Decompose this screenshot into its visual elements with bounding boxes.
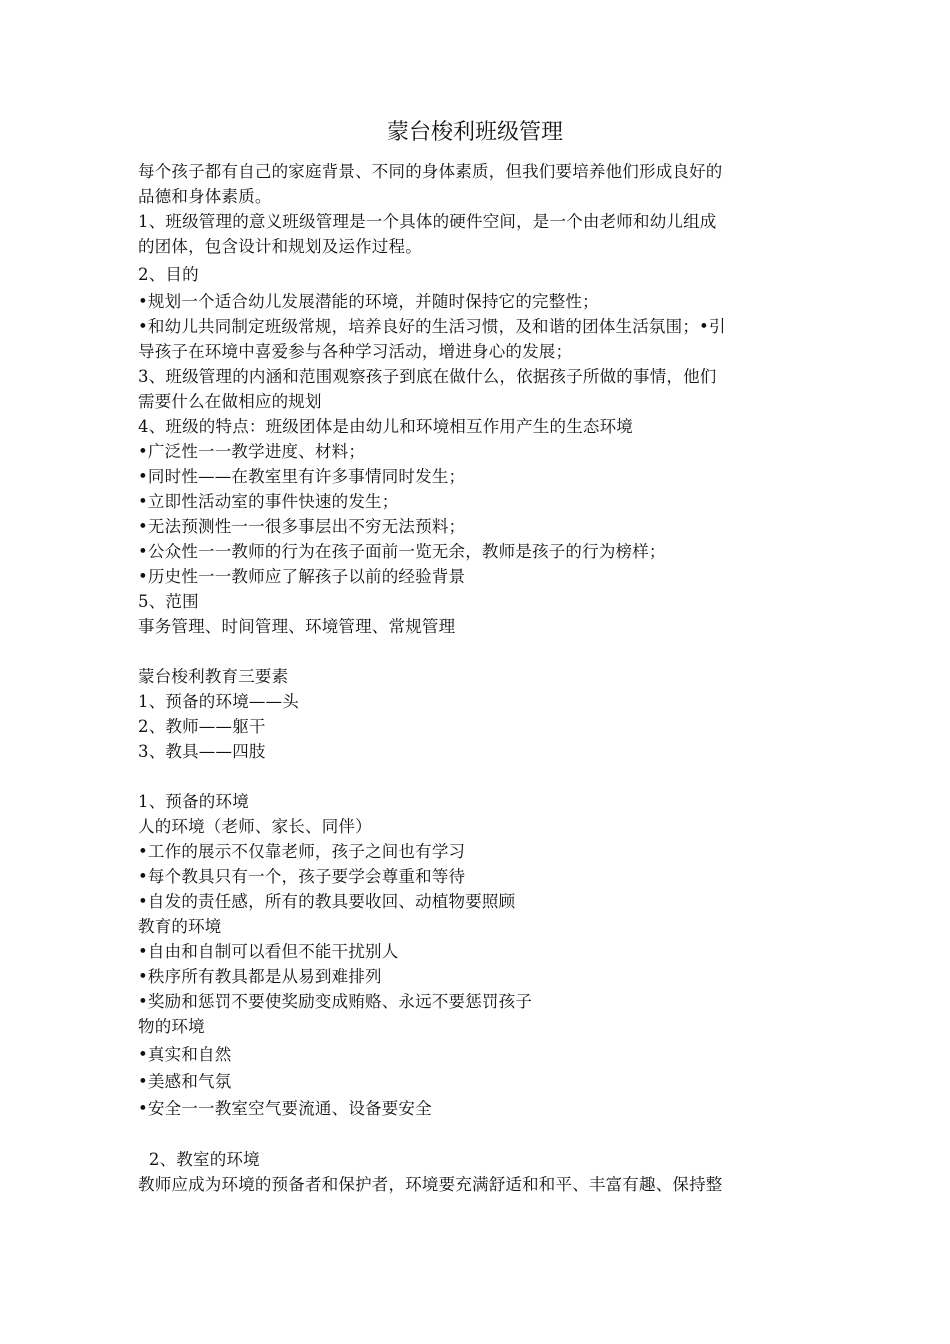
paragraph-line: 品德和身体素质。 xyxy=(138,187,272,206)
bullet-item: •安全一一教室空气要流通、设备要安全 xyxy=(138,1099,432,1118)
list-item: 2、教师——躯干 xyxy=(138,717,266,736)
section-heading: 蒙台梭利教育三要素 xyxy=(138,667,289,686)
bullet-item: •自发的责任感，所有的教具要收回、动植物要照顾 xyxy=(138,892,516,911)
bullet-item: •奖励和惩罚不要使奖励变成贿赂、永远不要惩罚孩子 xyxy=(138,992,533,1011)
bullet-item: •立即性活动室的事件快速的发生； xyxy=(138,492,399,511)
section-heading: 3、班级管理的内涵和范围观察孩子到底在做什么，依据孩子所做的事情，他们 xyxy=(138,367,717,386)
paragraph-line: 导孩子在环境中喜爱参与各种学习活动，增进身心的发展； xyxy=(138,342,573,361)
paragraph-line: 1、班级管理的意义班级管理是一个具体的硬件空间，是一个由老师和幼儿组成 xyxy=(138,212,717,231)
section-heading: 2、目的 xyxy=(138,265,199,284)
section-heading: 4、班级的特点：班级团体是由幼儿和环境相互作用产生的生态环境 xyxy=(138,417,633,436)
bullet-item: •规划一个适合幼儿发展潜能的环境，并随时保持它的完整性； xyxy=(138,292,599,311)
bullet-item: •和幼儿共同制定班级常规，培养良好的生活习惯，及和谐的团体生活氛围；•引 xyxy=(138,317,726,336)
bullet-item: •无法预测性一一很多事层出不穷无法预料； xyxy=(138,517,466,536)
bullet-item: •公众性一一教师的行为在孩子面前一览无余，教师是孩子的行为榜样； xyxy=(138,542,666,561)
subsection-heading: 人的环境（老师、家长、同伴） xyxy=(138,817,372,836)
bullet-item: •秩序所有教具都是从易到难排列 xyxy=(138,967,382,986)
subsection-heading: 教育的环境 xyxy=(138,917,222,936)
list-item: 1、预备的环境——头 xyxy=(138,692,299,711)
paragraph-line: 事务管理、时间管理、环境管理、常规管理 xyxy=(138,617,456,636)
list-item: 3、教具——四肢 xyxy=(138,742,266,761)
paragraph-line: 的团体，包含设计和规划及运作过程。 xyxy=(138,237,422,256)
bullet-item: •真实和自然 xyxy=(138,1045,232,1064)
bullet-item: •广泛性一一教学进度、材料； xyxy=(138,442,366,461)
bullet-item: •每个教具只有一个，孩子要学会尊重和等待 xyxy=(138,867,466,886)
bullet-item: •美感和气氛 xyxy=(138,1072,232,1091)
bullet-item: •自由和自制可以看但不能干扰别人 xyxy=(138,942,399,961)
bullet-item: •工作的展示不仅靠老师，孩子之间也有学习 xyxy=(138,842,466,861)
section-heading: 1、预备的环境 xyxy=(138,792,249,811)
paragraph-line: 每个孩子都有自己的家庭背景、不同的身体素质，但我们要培养他们形成良好的 xyxy=(138,162,723,181)
bullet-item: •同时性——在教室里有许多事情同时发生； xyxy=(138,467,466,486)
section-heading: 2、教室的环境 xyxy=(138,1150,260,1169)
section-heading: 5、范围 xyxy=(138,592,199,611)
paragraph-line: 教师应成为环境的预备者和保护者，环境要充满舒适和和平、丰富有趣、保持整 xyxy=(138,1175,723,1194)
document-title: 蒙台梭利班级管理 xyxy=(386,120,563,145)
paragraph-line: 需要什么在做相应的规划 xyxy=(138,392,322,411)
subsection-heading: 物的环境 xyxy=(138,1017,205,1036)
bullet-item: •历史性一一教师应了解孩子以前的经验背景 xyxy=(138,567,466,586)
